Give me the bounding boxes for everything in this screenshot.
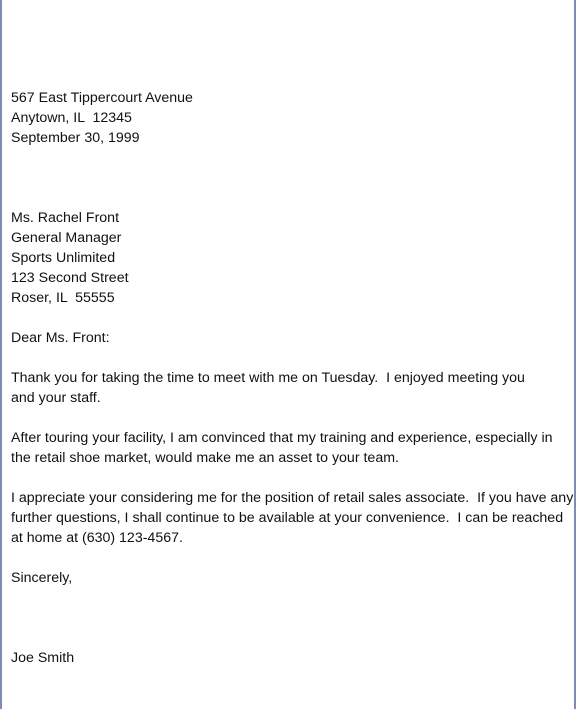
paragraph-line: and your staff.	[11, 390, 101, 406]
recipient-street: 123 Second Street	[11, 270, 129, 286]
spacer	[11, 308, 571, 328]
letter-date: September 30, 1999	[11, 130, 140, 146]
paragraph-line: the retail shoe market, would make me an asset to your team.	[11, 450, 399, 466]
sender-city-state-zip: Anytown, IL 12345	[11, 110, 132, 126]
spacer	[11, 348, 571, 368]
recipient-address	[11, 208, 571, 308]
signature: Joe Smith	[11, 650, 75, 666]
paragraph-line: at home at (630) 123-4567.	[11, 530, 183, 546]
paragraph-line: further questions, I shall continue to be available at your convenience. I can be reached	[11, 510, 564, 526]
spacer	[11, 148, 571, 208]
paragraph-1	[11, 368, 571, 408]
sender-address	[11, 88, 571, 148]
spacer	[11, 588, 571, 648]
spacer	[11, 408, 571, 428]
salutation: Dear Ms. Front:	[11, 330, 110, 346]
paragraph-2	[11, 428, 571, 468]
recipient-company: Sports Unlimited	[11, 250, 116, 266]
closing: Sincerely,	[11, 570, 73, 586]
letter-body	[11, 88, 574, 668]
recipient-name: Ms. Rachel Front	[11, 210, 120, 226]
spacer	[11, 548, 571, 568]
spacer	[11, 468, 571, 488]
recipient-city-state-zip: Roser, IL 55555	[11, 290, 115, 306]
recipient-title: General Manager	[11, 230, 122, 246]
sender-street: 567 East Tippercourt Avenue	[11, 90, 193, 106]
paragraph-3	[11, 488, 574, 548]
paragraph-line: After touring your facility, I am convinced that my training and experience, especially in	[11, 430, 553, 446]
paragraph-line: I appreciate your considering me for the position of retail sales associate. If you have any	[11, 490, 574, 506]
paragraph-line: Thank you for taking the time to meet with me on Tuesday. I enjoyed meeting you	[11, 370, 525, 386]
